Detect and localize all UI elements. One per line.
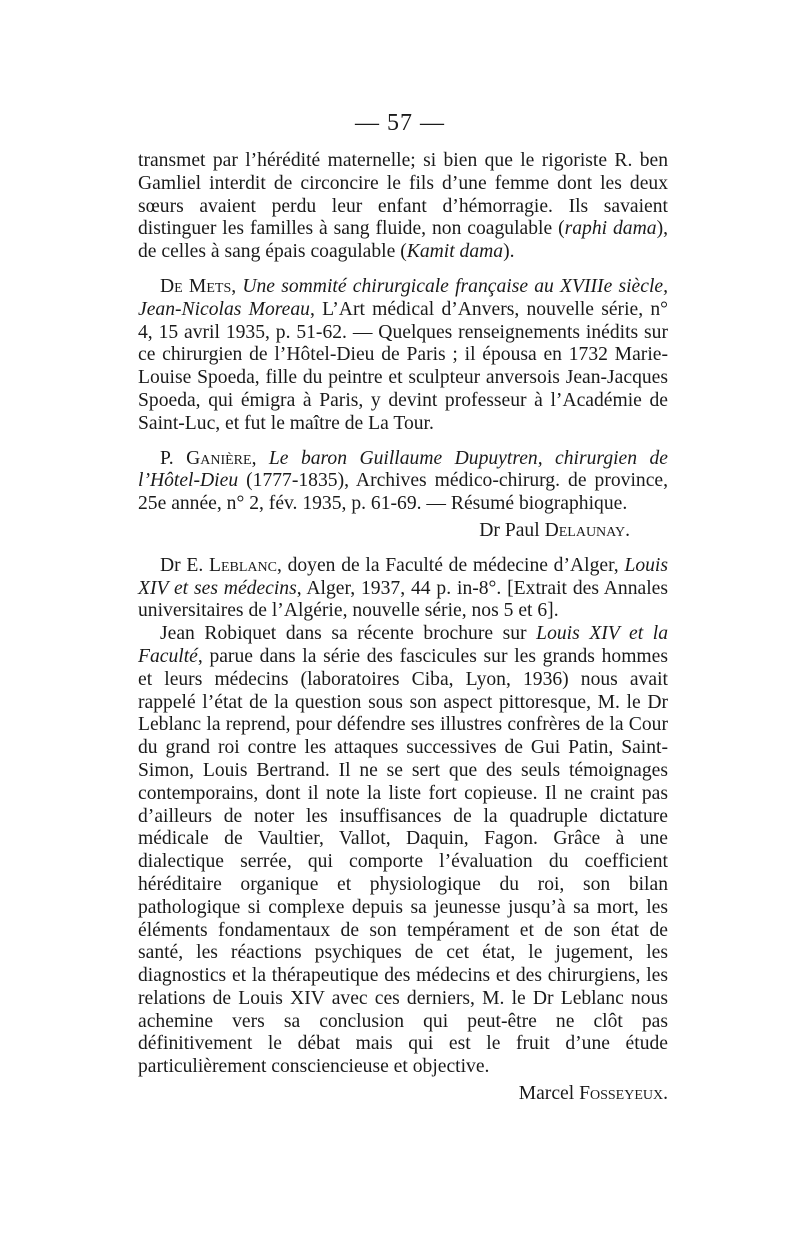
author-initial: P. bbox=[160, 447, 174, 469]
author-name: De Mets bbox=[160, 275, 232, 297]
term-raphi-dama: raphi dama bbox=[564, 218, 657, 240]
entry-leblanc: Dr E. Leblanc, doyen de la Faculté de médecine d’Alger, Louis XIV et ses médecins, Alger, 1937, 44 p. in-8°. [Extrait des Annales universitaires de l’Algérie, nouvelle série, nos 5 et 6]. bbox=[138, 554, 668, 622]
work-title: Louis XIV et ses médecins bbox=[138, 554, 668, 599]
cited-title: Louis XIV et la Faculté bbox=[138, 623, 668, 667]
author-name: Ganière bbox=[186, 447, 252, 469]
paragraph-continuation: transmet par l’hérédité maternelle; si bien que le rigoriste R. ben Gamliel interdit de circoncire le fils d’une femme dont les deux sœurs avaient perdu leur enfant d’hémorragie. Ils savaient distinguer les familles à sang fluide, non coagulable (raphi dama), de celles à sang épais coagulable (Kamit dama). bbox=[138, 150, 668, 263]
page-number: — 57 — bbox=[355, 110, 445, 136]
page-body bbox=[138, 150, 668, 1106]
work-title: Le baron Guillaume Dupuytren, chirurgien de l’Hôtel-Dieu bbox=[138, 447, 668, 492]
work-title: Une sommité chirurgicale française au XVIIIe siècle, Jean-Nicolas Moreau bbox=[138, 275, 668, 320]
entry-text: , L’Art médical d’Anvers, nouvelle série, n° 4, 15 avril 1935, p. 51-62. — Quelques renseignements inédits sur ce chirurgien de l’Hôtel-Dieu de Paris ; il épousa en 1732 Marie-Louise Spoeda, fille du peintre et sculpteur anversois Jean-Jacques Spoeda, qui émigra à Paris, y devint professeur à l’Académie de Saint-Luc, et fut le maître de La Tour. bbox=[138, 298, 668, 434]
term-kamit-dama: Kamit dama bbox=[406, 241, 504, 263]
review-leblanc: Jean Robiquet dans sa récente brochure sur Louis XIV et la Faculté, parue dans la série des fascicules sur les grands hommes et leurs médecins (laboratoires Ciba, Lyon, 1936) nous avait rappelé l’état de la question sous son aspect pittoresque, M. le Dr Leblanc la reprend, pour défendre ses illustres confrères de la Cour du grand roi contre les attaques successives de Gui Patin, Saint-Simon, Louis Bertrand. Il ne se sert que des seuls témoignages contemporains, dont il note la liste fort copieuse. Il ne craint pas d’ailleurs de noter les insuffisances de la quadruple dictature médicale de Vaultier, Vallot, Daquin, Fagon. Grâce à une dialectique serrée, qui comporte l’évaluation du coefficient héréditaire organique et physiologique du roi, son bilan pathologique si complexe depuis sa jeunesse jusqu’à sa mort, les éléments fondamentaux de son tempérament et de son état de santé, les réactions psychiques de cet état, le jugement, les diagnostics et la thérapeutique des médecins et des chirurgiens, les relations de Louis XIV avec ces derniers, M. le Dr Leblanc nous achemine vers sa conclusion qui peut-être ne clôt pas définitivement le débat mais qui est le fruit d’une étude particulièrement consciencieuse et objective. bbox=[138, 623, 668, 1078]
signature-delaunay: Dr Paul Delaunay. bbox=[479, 519, 630, 541]
author-initial: Dr E. bbox=[160, 554, 204, 576]
entry-text: (1777-1835), Archives médico-chirurg. de province, 25e année, n° 2, fév. 1935, p. 61-69. — Résumé biographique. bbox=[138, 470, 668, 515]
author-name: Leblanc bbox=[209, 554, 277, 576]
entry-de-mets: De Mets, Une sommité chirurgicale française au XVIIIe siècle, Jean-Nicolas Moreau, L’Art médical d’Anvers, nouvelle série, n° 4, 15 avril 1935, p. 51-62. — Quelques renseignements inédits sur ce chirurgien de l’Hôtel-Dieu de Paris ; il épousa en 1732 Marie-Louise Spoeda, fille du peintre et sculpteur anversois Jean-Jacques Spoeda, qui émigra à Paris, y devint professeur à l’Académie de Saint-Luc, et fut le maître de La Tour. bbox=[138, 275, 668, 434]
signature-fosseyeux: Marcel Fosseyeux. bbox=[518, 1083, 668, 1105]
entry-ganiere: P. Ganière, Le baron Guillaume Dupuytren, chirurgien de l’Hôtel-Dieu (1777-1835), Archives médico-chirurg. de province, 25e année, n° 2, fév. 1935, p. 61-69. — Résumé biographique. bbox=[138, 447, 668, 515]
